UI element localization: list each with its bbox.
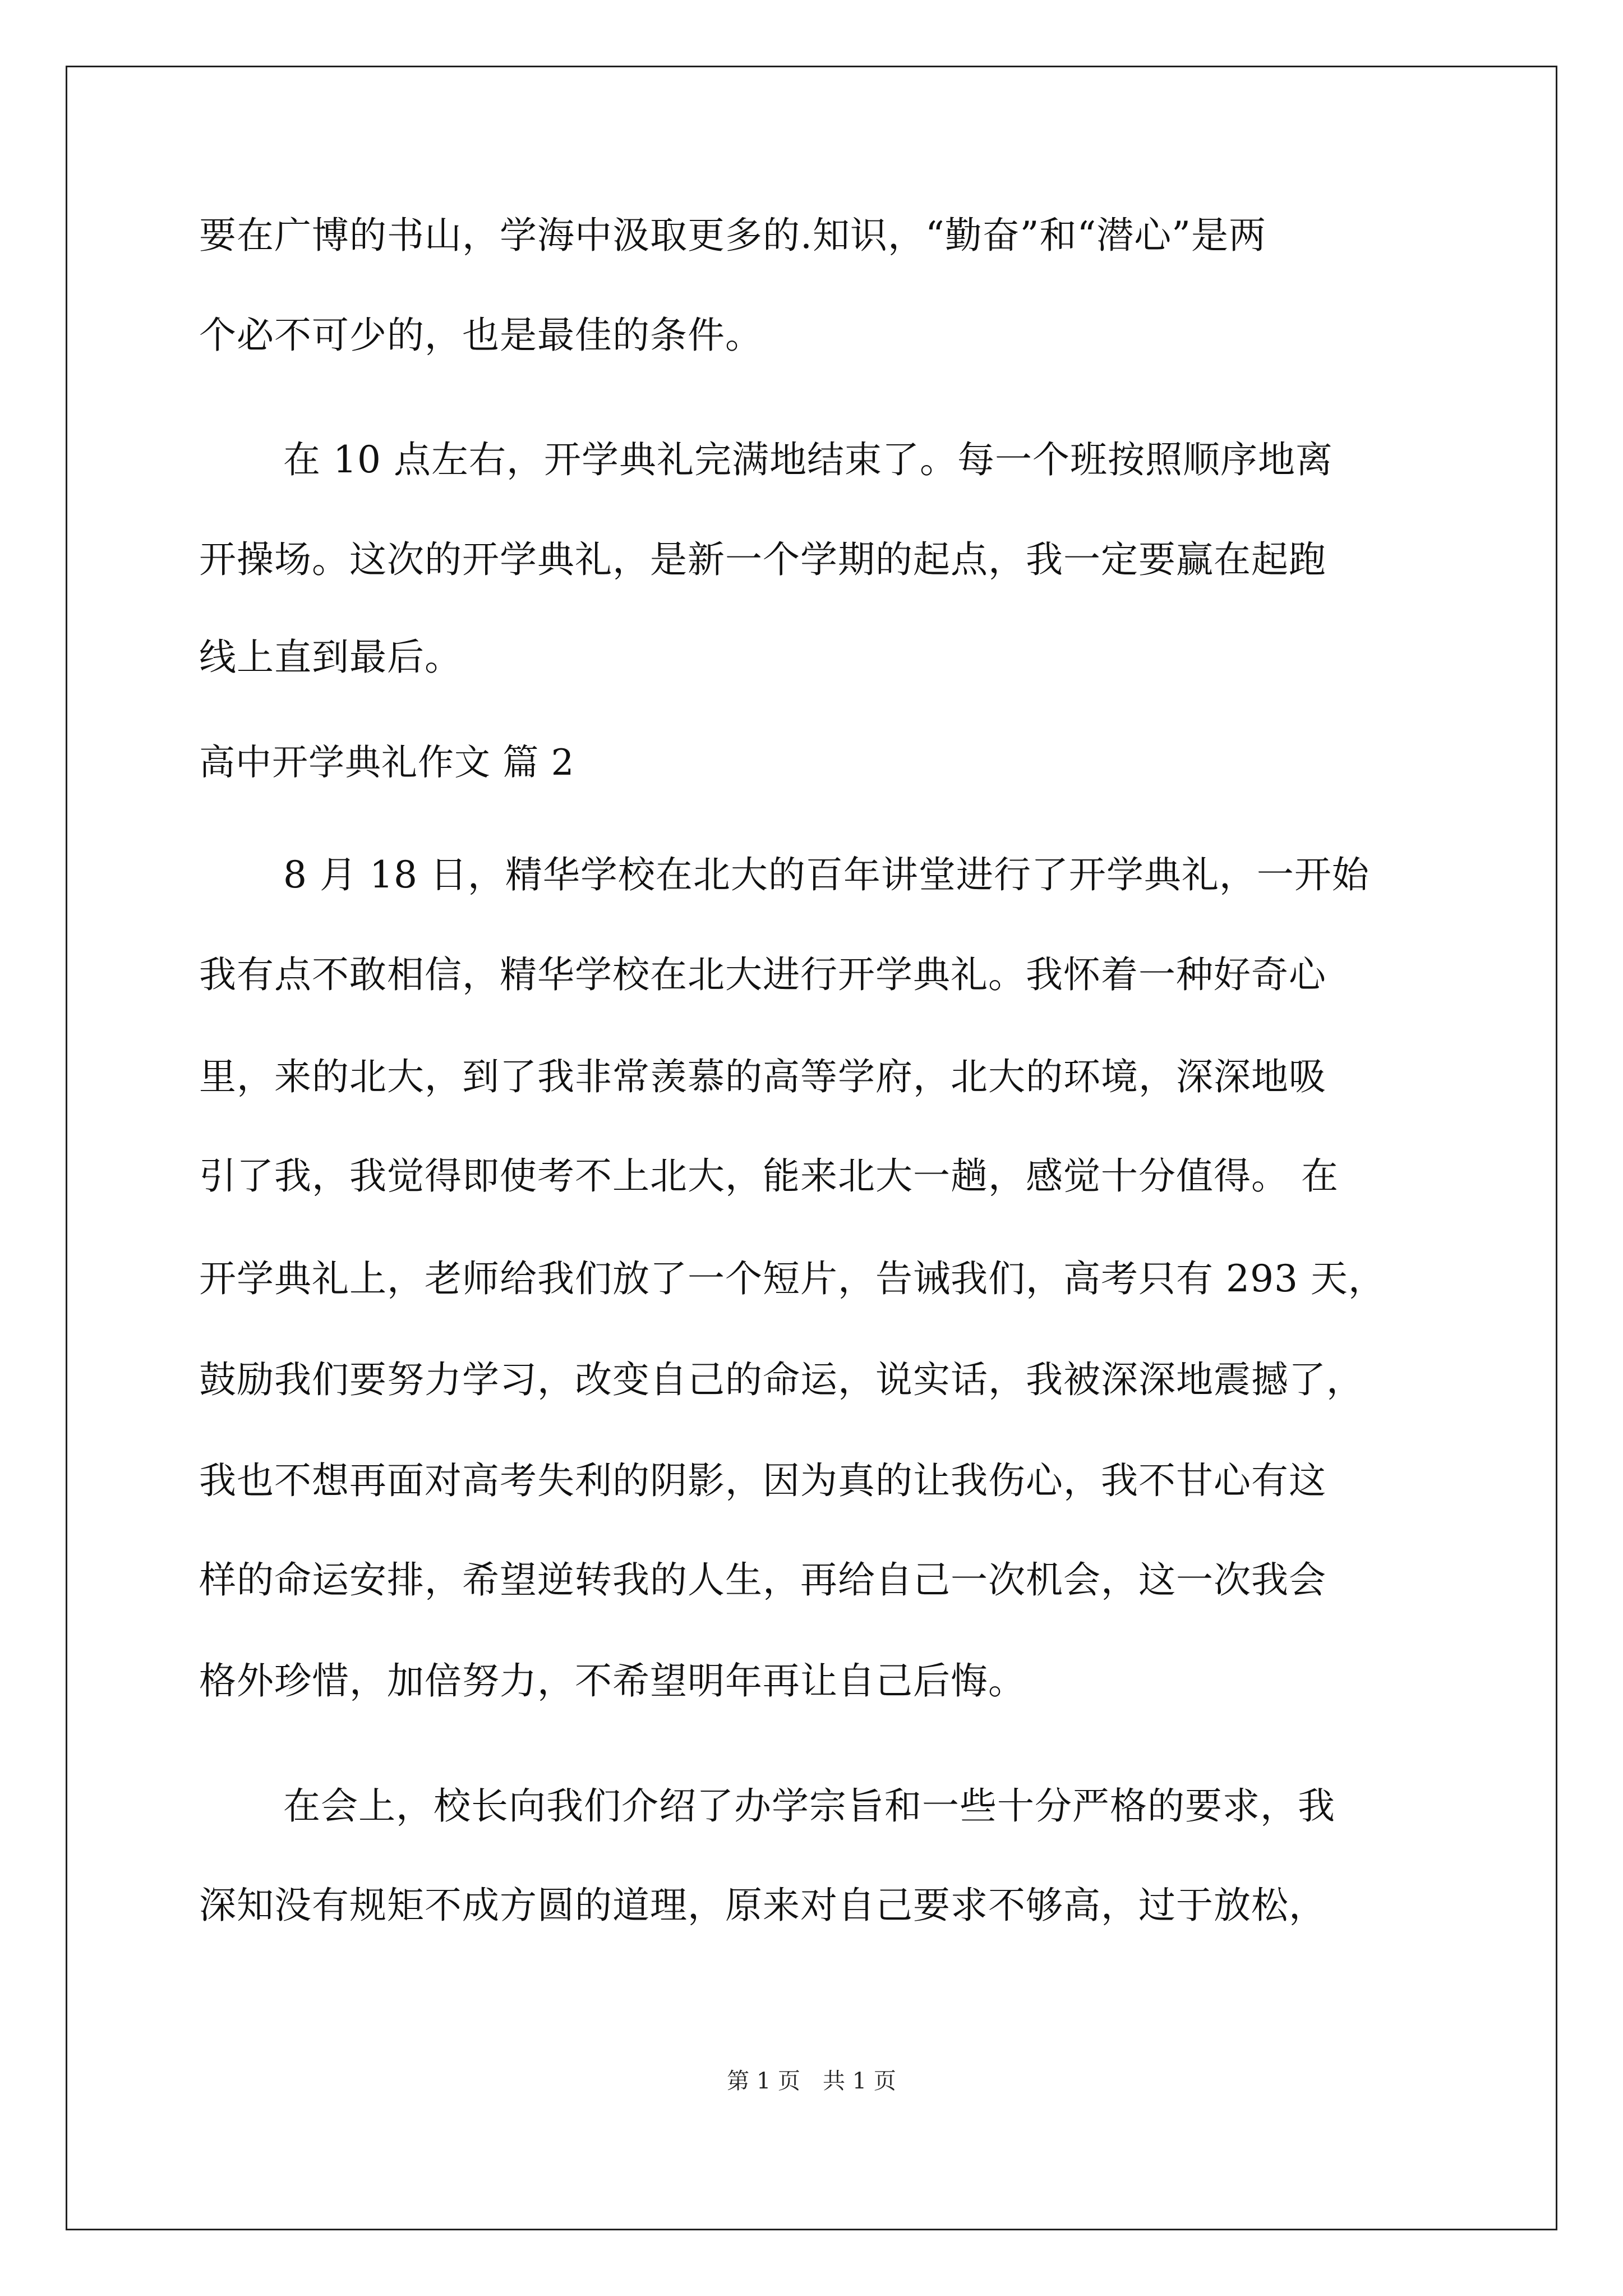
text-line: 开学典礼上，老师给我们放了一个短片，告诫我们，高考只有 293 天， xyxy=(199,1257,1386,1300)
text-line: 要在广博的书山，学海中汲取更多的.知识，“勤奋”和“潜心”是两 xyxy=(199,214,1266,257)
text-line: 个必不可少的，也是最佳的条件。 xyxy=(199,314,763,357)
paragraph-first-line: 在 10 点左右，开学典礼完满地结束了。每一个班按照顺序地离 xyxy=(283,438,1333,481)
text-line: 里，来的北大，到了我非常羡慕的高等学府，北大的环境，深深地吸 xyxy=(199,1055,1326,1098)
text-line: 我有点不敢相信，精华学校在北大进行开学典礼。我怀着一种好奇心 xyxy=(199,953,1326,996)
text-line: 深知没有规矩不成方圆的道理，原来对自己要求不够高，过于放松， xyxy=(199,1884,1326,1927)
paragraph-first-line: 在会上，校长向我们介绍了办学宗旨和一些十分严格的要求，我 xyxy=(283,1784,1335,1828)
text-line: 鼓励我们要努力学习，改变自己的命运，说实话，我被深深地震撼了， xyxy=(199,1358,1364,1401)
text-line: 开操场。这次的开学典礼，是新一个学期的起点，我一定要赢在起跑 xyxy=(199,538,1326,581)
paragraph-first-line: 8 月 18 日，精华学校在北大的百年讲堂进行了开学典礼，一开始 xyxy=(283,853,1370,896)
section-heading: 高中开学典礼作文 篇 2 xyxy=(199,742,575,784)
text-line: 线上直到最后。 xyxy=(199,636,462,679)
text-line: 引了我，我觉得即使考不上北大，能来北大一趟，感觉十分值得。 在 xyxy=(199,1154,1339,1198)
page-number-footer: 第 1 页 共 1 页 xyxy=(727,2068,896,2094)
text-line: 格外珍惜，加倍努力，不希望明年再让自己后悔。 xyxy=(199,1659,1026,1703)
text-line: 样的命运安排，希望逆转我的人生，再给自己一次机会，这一次我会 xyxy=(199,1558,1326,1602)
text-line: 我也不想再面对高考失利的阴影，因为真的让我伤心，我不甘心有这 xyxy=(199,1459,1326,1502)
